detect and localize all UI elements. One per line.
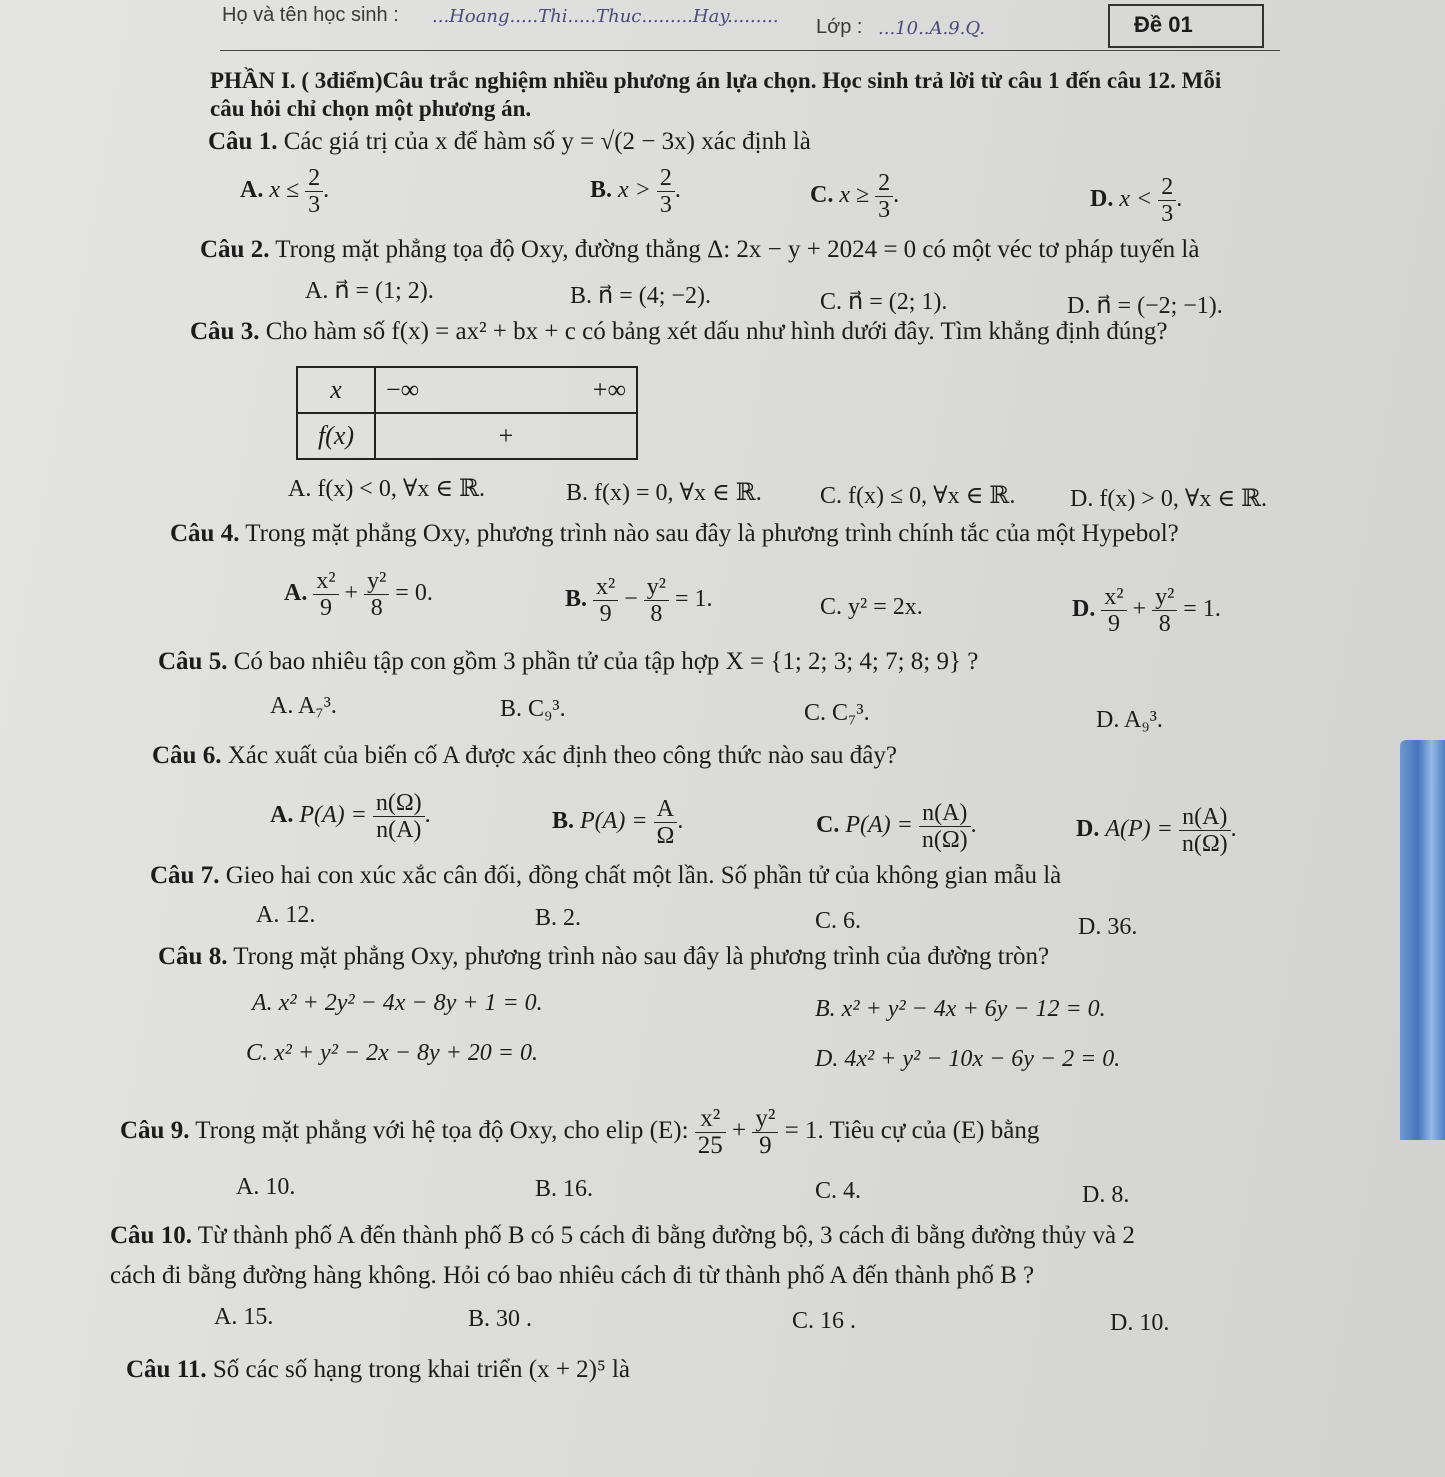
operator: +: [1132, 596, 1147, 623]
q3-option-b[interactable]: B. f(x) = 0, ∀x ∈ ℝ.: [566, 480, 762, 506]
numerator: A: [654, 796, 678, 823]
q1-option-c[interactable]: C. x ≥ $\frac{2}{3}$ .: [810, 170, 900, 223]
question-text: Xác xuất của biến cố A được xác định theo công thức nào sau đây?: [227, 742, 897, 769]
q9-option-b[interactable]: B. 16.: [535, 1176, 594, 1202]
question-text: Trong mặt phẳng tọa độ Oxy, đường thẳng Δ: 2x − y + 2024 = 0 có một véc tơ pháp tuyến là: [275, 236, 1200, 263]
q8-option-b[interactable]: B. x² + y² − 4x + 6y − 12 = 0.: [815, 996, 1106, 1022]
q7-option-d[interactable]: D. 36.: [1078, 914, 1138, 940]
option-expr: x ≤: [269, 177, 300, 204]
option-letter: C.: [810, 182, 834, 209]
question-10-cont: cách đi bằng đường hàng không. Hỏi có bao nhiêu cách đi từ thành phố A đến thành phố B ?: [110, 1262, 1035, 1289]
fraction: [1179, 804, 1231, 857]
question-text: Các giá trị của x để hàm số y = √(2 − 3x) xác định là: [283, 128, 811, 155]
q3-option-d[interactable]: D. f(x) > 0, ∀x ∈ ℝ.: [1070, 486, 1268, 512]
fraction: [364, 568, 389, 621]
numerator: y²: [364, 568, 389, 595]
header-divider: [220, 50, 1280, 51]
question-text: Trong mặt phẳng Oxy, phương trình nào sau đây là phương trình của đường tròn?: [233, 943, 1050, 970]
numerator: n(A): [919, 800, 971, 827]
q6-option-a[interactable]: A. P(A) = $\frac{n(\Omega)}{n(A)}$ .: [270, 790, 431, 843]
sign-table-row-x: [297, 367, 637, 413]
question-text: Số các số hạng trong khai triển (x + 2)⁵ là: [212, 1356, 630, 1383]
denominator: n(Ω): [1181, 831, 1228, 857]
option-expr: x <: [1119, 186, 1153, 213]
numerator: y²: [752, 1106, 778, 1133]
fraction: [313, 568, 338, 621]
numerator: x²: [695, 1106, 726, 1133]
q8-option-c[interactable]: C. x² + y² − 2x − 8y + 20 = 0.: [246, 1040, 538, 1066]
question-label: Câu 3.: [190, 318, 260, 345]
q10-option-d[interactable]: D. 10.: [1110, 1310, 1170, 1336]
student-name-label: Họ và tên học sinh :: [222, 4, 399, 26]
part1-title: PHẦN I. ( 3điểm)Câu trắc nghiệm nhiều phương án lựa chọn. Học sinh trả lời từ câu 1 đến câu 12. Mỗi: [210, 68, 1222, 93]
numerator: 2: [875, 170, 893, 197]
sign-table-sign: +: [375, 413, 637, 459]
numerator: 2: [1158, 174, 1176, 201]
fraction: [305, 165, 323, 218]
question-10: [110, 1222, 1135, 1250]
question-4: [170, 520, 1179, 548]
denominator: 3: [1161, 201, 1174, 227]
option-letter: D.: [1072, 596, 1096, 623]
question-text: Gieo hai con xúc xắc cân đối, đồng chất một lần. Số phần tử của không gian mẫu là: [225, 862, 1062, 889]
option-letter: A.: [270, 802, 294, 829]
part1-title-cont: câu hỏi chỉ chọn một phương án.: [210, 96, 532, 121]
q6-option-c[interactable]: C. P(A) = $\frac{n(A)}{n(\Omega)}$ .: [816, 800, 977, 853]
option-expr: x ≥: [839, 182, 870, 209]
denominator: n(A): [376, 817, 422, 843]
numerator: 2: [305, 165, 323, 192]
question-label: Câu 10.: [110, 1222, 192, 1249]
denominator: 9: [1107, 611, 1120, 637]
option-lhs: P(A) =: [299, 802, 367, 829]
fraction: [644, 574, 669, 627]
sign-table: [296, 366, 638, 460]
option-letter: A.: [284, 580, 308, 607]
q6-option-d[interactable]: D. A(P) = $\frac{n(A)}{n(\Omega)}$ .: [1076, 804, 1237, 857]
denominator: 9: [759, 1132, 772, 1159]
option-lhs: A(P) =: [1105, 816, 1173, 843]
fraction: [654, 796, 678, 849]
question-5: [158, 648, 978, 676]
student-name-value: ...Hoang.....Thi.....Thuc.........Hay.........: [432, 6, 779, 27]
q5-option-a[interactable]: A. A₇³.: [270, 693, 337, 719]
question-label: Câu 2.: [200, 236, 270, 263]
numerator: x²: [593, 574, 618, 601]
q9-option-c[interactable]: C. 4.: [815, 1178, 862, 1204]
fraction: [593, 574, 618, 627]
q3-option-c[interactable]: C. f(x) ≤ 0, ∀x ∈ ℝ.: [820, 483, 1016, 509]
q1-option-b[interactable]: B. x > $\frac{2}{3}$ .: [590, 165, 681, 218]
numerator: 2: [657, 165, 675, 192]
sign-table-x-range: [375, 367, 637, 413]
denominator: 9: [599, 601, 612, 627]
question-label: Câu 6.: [152, 742, 222, 769]
denominator: 25: [697, 1132, 723, 1159]
fraction: [919, 800, 971, 853]
numerator: y²: [1152, 584, 1177, 611]
numerator: y²: [644, 574, 669, 601]
q8-option-a[interactable]: A. x² + 2y² − 4x − 8y + 1 = 0.: [252, 990, 543, 1016]
denominator: 3: [659, 192, 672, 218]
question-text: Có bao nhiêu tập con gồm 3 phần tử của tập hợp X = {1; 2; 3; 4; 7; 8; 9} ?: [233, 648, 979, 675]
fraction: [1101, 584, 1126, 637]
question-text: Từ thành phố A đến thành phố B có 5 cách đi bằng đường bộ, 3 cách đi bằng đường thủy và 2: [197, 1222, 1135, 1249]
exam-code: Đề 01: [1134, 12, 1193, 37]
question-6: [152, 742, 897, 770]
q9-option-d[interactable]: D. 8.: [1082, 1182, 1130, 1208]
sign-table-f-label: f(x): [297, 413, 375, 459]
question-text-cont: . Tiêu cự của (E) bằng: [817, 1117, 1040, 1145]
q2-option-b[interactable]: B. n⃗ = (4; −2).: [570, 283, 711, 309]
operator: +: [344, 580, 359, 607]
question-text: Trong mặt phẳng Oxy, phương trình nào sau đây là phương trình chính tắc của một Hypebol?: [245, 520, 1179, 547]
q2-option-a[interactable]: A. n⃗ = (1; 2).: [305, 278, 434, 304]
q2-option-c[interactable]: C. n⃗ = (2; 1).: [820, 289, 948, 315]
q4-option-c[interactable]: C. y² = 2x.: [820, 594, 923, 620]
question-1: [208, 128, 811, 156]
q6-option-b[interactable]: B. P(A) = $\frac{A}{\Omega}$ .: [552, 796, 684, 849]
q5-option-d[interactable]: D. A₉³.: [1096, 707, 1163, 733]
fraction: [695, 1106, 726, 1159]
option-letter: A.: [240, 177, 264, 204]
denominator: 8: [650, 601, 663, 627]
option-letter: C.: [816, 812, 840, 839]
q4-option-b[interactable]: [565, 574, 713, 627]
rhs: = 0.: [395, 580, 433, 607]
denominator: 8: [1158, 611, 1171, 637]
fraction: [373, 790, 425, 843]
q10-option-c[interactable]: C. 16 .: [792, 1308, 857, 1334]
question-11: [126, 1356, 630, 1384]
minus-infinity: −∞: [386, 375, 420, 404]
fraction: [1152, 584, 1177, 637]
q7-option-c[interactable]: C. 6.: [815, 908, 862, 934]
option-lhs: P(A) =: [845, 812, 913, 839]
question-label: Câu 4.: [170, 520, 240, 547]
q2-option-d[interactable]: D. n⃗ = (−2; −1).: [1067, 293, 1223, 319]
q7-option-a[interactable]: A. 12.: [256, 902, 316, 928]
question-7: [150, 862, 1061, 890]
fraction: [657, 165, 675, 218]
operator: −: [624, 586, 638, 613]
fraction: [752, 1106, 778, 1159]
question-label: Câu 5.: [158, 648, 228, 675]
denominator: n(Ω): [921, 827, 968, 853]
question-text: Cho hàm số f(x) = ax² + bx + c có bảng xét dấu như hình dưới đây. Tìm khẳng định đúng?: [265, 318, 1168, 345]
denominator: 8: [370, 595, 383, 621]
question-2: [200, 236, 1199, 264]
option-expr: x >: [618, 177, 651, 204]
class-label: Lớp :: [816, 16, 863, 38]
q1-option-d[interactable]: D. x < $\frac{2}{3}$ .: [1090, 174, 1183, 227]
option-lhs: P(A) =: [580, 808, 648, 835]
denominator: 3: [308, 192, 321, 218]
question-label: Câu 9.: [120, 1117, 190, 1145]
pen-image: [1400, 740, 1445, 1140]
numerator: n(Ω): [373, 790, 425, 817]
fraction: [1158, 174, 1176, 227]
q4-option-a[interactable]: [284, 568, 433, 621]
q8-option-d[interactable]: D. 4x² + y² − 10x − 6y − 2 = 0.: [815, 1046, 1121, 1072]
denominator: Ω: [656, 823, 675, 849]
question-8: [158, 943, 1049, 971]
option-letter: B.: [590, 177, 613, 204]
q5-option-b[interactable]: B. C₉³.: [500, 696, 566, 722]
denominator: 9: [319, 595, 332, 621]
q10-option-a[interactable]: A. 15.: [214, 1304, 274, 1330]
sign-table-row-f: [297, 413, 637, 459]
option-letter: D.: [1090, 186, 1114, 213]
sign-table-x-label: x: [297, 367, 375, 413]
numerator: x²: [313, 568, 338, 595]
rhs: = 1.: [1183, 596, 1221, 623]
question-9: [120, 1106, 1039, 1159]
rhs: = 1.: [674, 586, 713, 613]
question-label: Câu 7.: [150, 862, 220, 889]
question-label: Câu 1.: [208, 128, 278, 155]
question-label: Câu 8.: [158, 943, 228, 970]
q10-option-b[interactable]: B. 30 .: [468, 1306, 533, 1332]
question-3: [190, 318, 1168, 346]
rhs: = 1: [784, 1117, 818, 1145]
fraction: [875, 170, 893, 223]
q5-option-c[interactable]: C. C₇³.: [804, 700, 870, 726]
option-letter: B.: [552, 808, 575, 835]
denominator: 3: [878, 197, 891, 223]
numerator: n(A): [1179, 804, 1231, 831]
q4-option-d[interactable]: [1072, 584, 1221, 637]
option-letter: D.: [1076, 816, 1100, 843]
class-value: ...10..A.9.Q.: [878, 18, 985, 39]
numerator: x²: [1101, 584, 1126, 611]
plus-infinity: +∞: [592, 375, 626, 404]
exam-code-box: [1108, 4, 1264, 48]
q7-option-b[interactable]: B. 2.: [535, 905, 582, 931]
operator: +: [732, 1117, 747, 1145]
q3-option-a[interactable]: A. f(x) < 0, ∀x ∈ ℝ.: [288, 476, 486, 502]
question-text: Trong mặt phẳng với hệ tọa độ Oxy, cho elip (E):: [195, 1117, 689, 1145]
question-label: Câu 11.: [126, 1356, 207, 1383]
q1-option-a[interactable]: A. x ≤ $\frac{2}{3}$ .: [240, 165, 330, 218]
option-letter: B.: [565, 586, 588, 613]
q9-option-a[interactable]: A. 10.: [236, 1174, 296, 1200]
